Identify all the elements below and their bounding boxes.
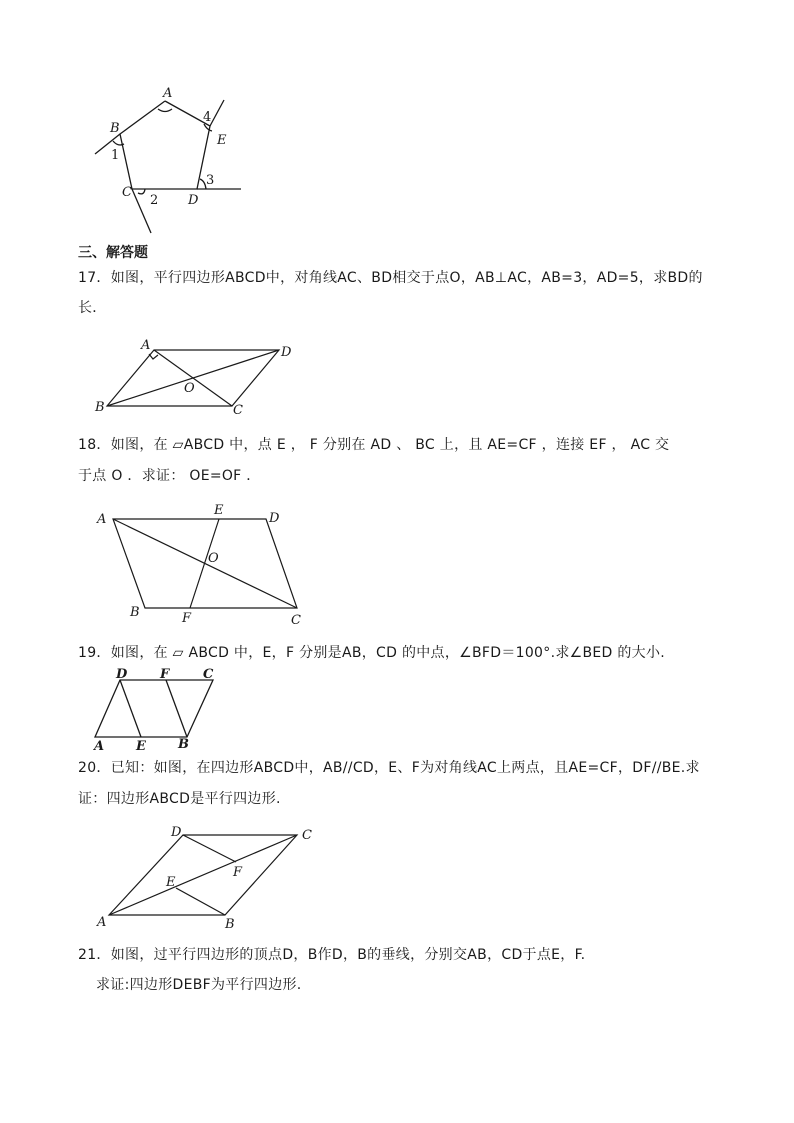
label-A: A — [163, 86, 173, 101]
label-C: C — [291, 613, 301, 628]
label-E: E — [166, 875, 176, 890]
label-A: A — [97, 512, 107, 527]
section-heading: 三、解答题 — [78, 245, 148, 261]
label-D: D — [116, 667, 128, 682]
label-4: 4 — [203, 110, 212, 125]
label-F: F — [182, 611, 192, 626]
q18-text-line1: 18．如图，在 ▱ABCD 中，点 E ， F 分别在 AD 、 BC 上，且 AE=CF ，连接 EF ， AC 交 — [78, 437, 670, 453]
label-1: 1 — [111, 148, 120, 163]
q17-text-line1: 17．如图，平行四边形ABCD中，对角线AC、BD相交于点O，AB⊥AC，AB=3，AD=5，求BD的 — [78, 270, 703, 286]
label-C: C — [302, 828, 312, 843]
q17-text-line2: 长． — [78, 300, 107, 316]
label-B: B — [95, 400, 105, 415]
label-D: D — [269, 511, 280, 526]
label-O: O — [208, 551, 219, 566]
q19-parallelogram-figure — [90, 664, 220, 754]
q18-text-line2: 于点 O ．求证： OE=OF ． — [78, 468, 261, 484]
label-C: C — [203, 667, 214, 682]
q19-text-line1: 19．如图，在 ▱ ABCD 中，E，F 分别是AB，CD 的中点，∠BFD＝100°.求∠BED 的大小. — [78, 645, 665, 661]
label-A: A — [141, 338, 151, 353]
label-F: F — [233, 865, 243, 880]
label-O: O — [184, 381, 195, 396]
q20-text-line1: 20．已知：如图，在四边形ABCD中，AB//CD，E、F为对角线AC上两点，且AE=CF，DF//BE.求 — [78, 760, 700, 776]
q20-text-line2: 证：四边形ABCD是平行四边形. — [78, 791, 281, 807]
q18-parallelogram-figure — [92, 500, 307, 628]
q21-text-line1: 21．如图，过平行四边形的顶点D，B作D，B的垂线，分别交AB，CD于点E，F. — [78, 947, 586, 963]
label-F: F — [160, 667, 170, 682]
label-B: B — [130, 605, 140, 620]
q17-parallelogram-figure — [90, 335, 305, 420]
label-B: B — [110, 121, 120, 136]
label-D: D — [281, 345, 292, 360]
label-2: 2 — [150, 193, 159, 208]
label-E: E — [136, 739, 146, 754]
label-D: D — [171, 825, 182, 840]
label-D: D — [188, 193, 199, 208]
label-B: B — [178, 737, 189, 752]
label-C: C — [122, 185, 132, 200]
label-B: B — [225, 917, 235, 932]
q20-parallelogram-figure — [92, 822, 317, 932]
q21-text-line2: 求证:四边形DEBF为平行四边形. — [96, 977, 302, 993]
label-E: E — [217, 133, 227, 148]
label-C: C — [233, 403, 243, 418]
label-3: 3 — [206, 173, 215, 188]
label-A: A — [94, 739, 105, 754]
label-E: E — [214, 503, 224, 518]
label-A: A — [97, 915, 107, 930]
pentagon-figure — [85, 80, 255, 240]
